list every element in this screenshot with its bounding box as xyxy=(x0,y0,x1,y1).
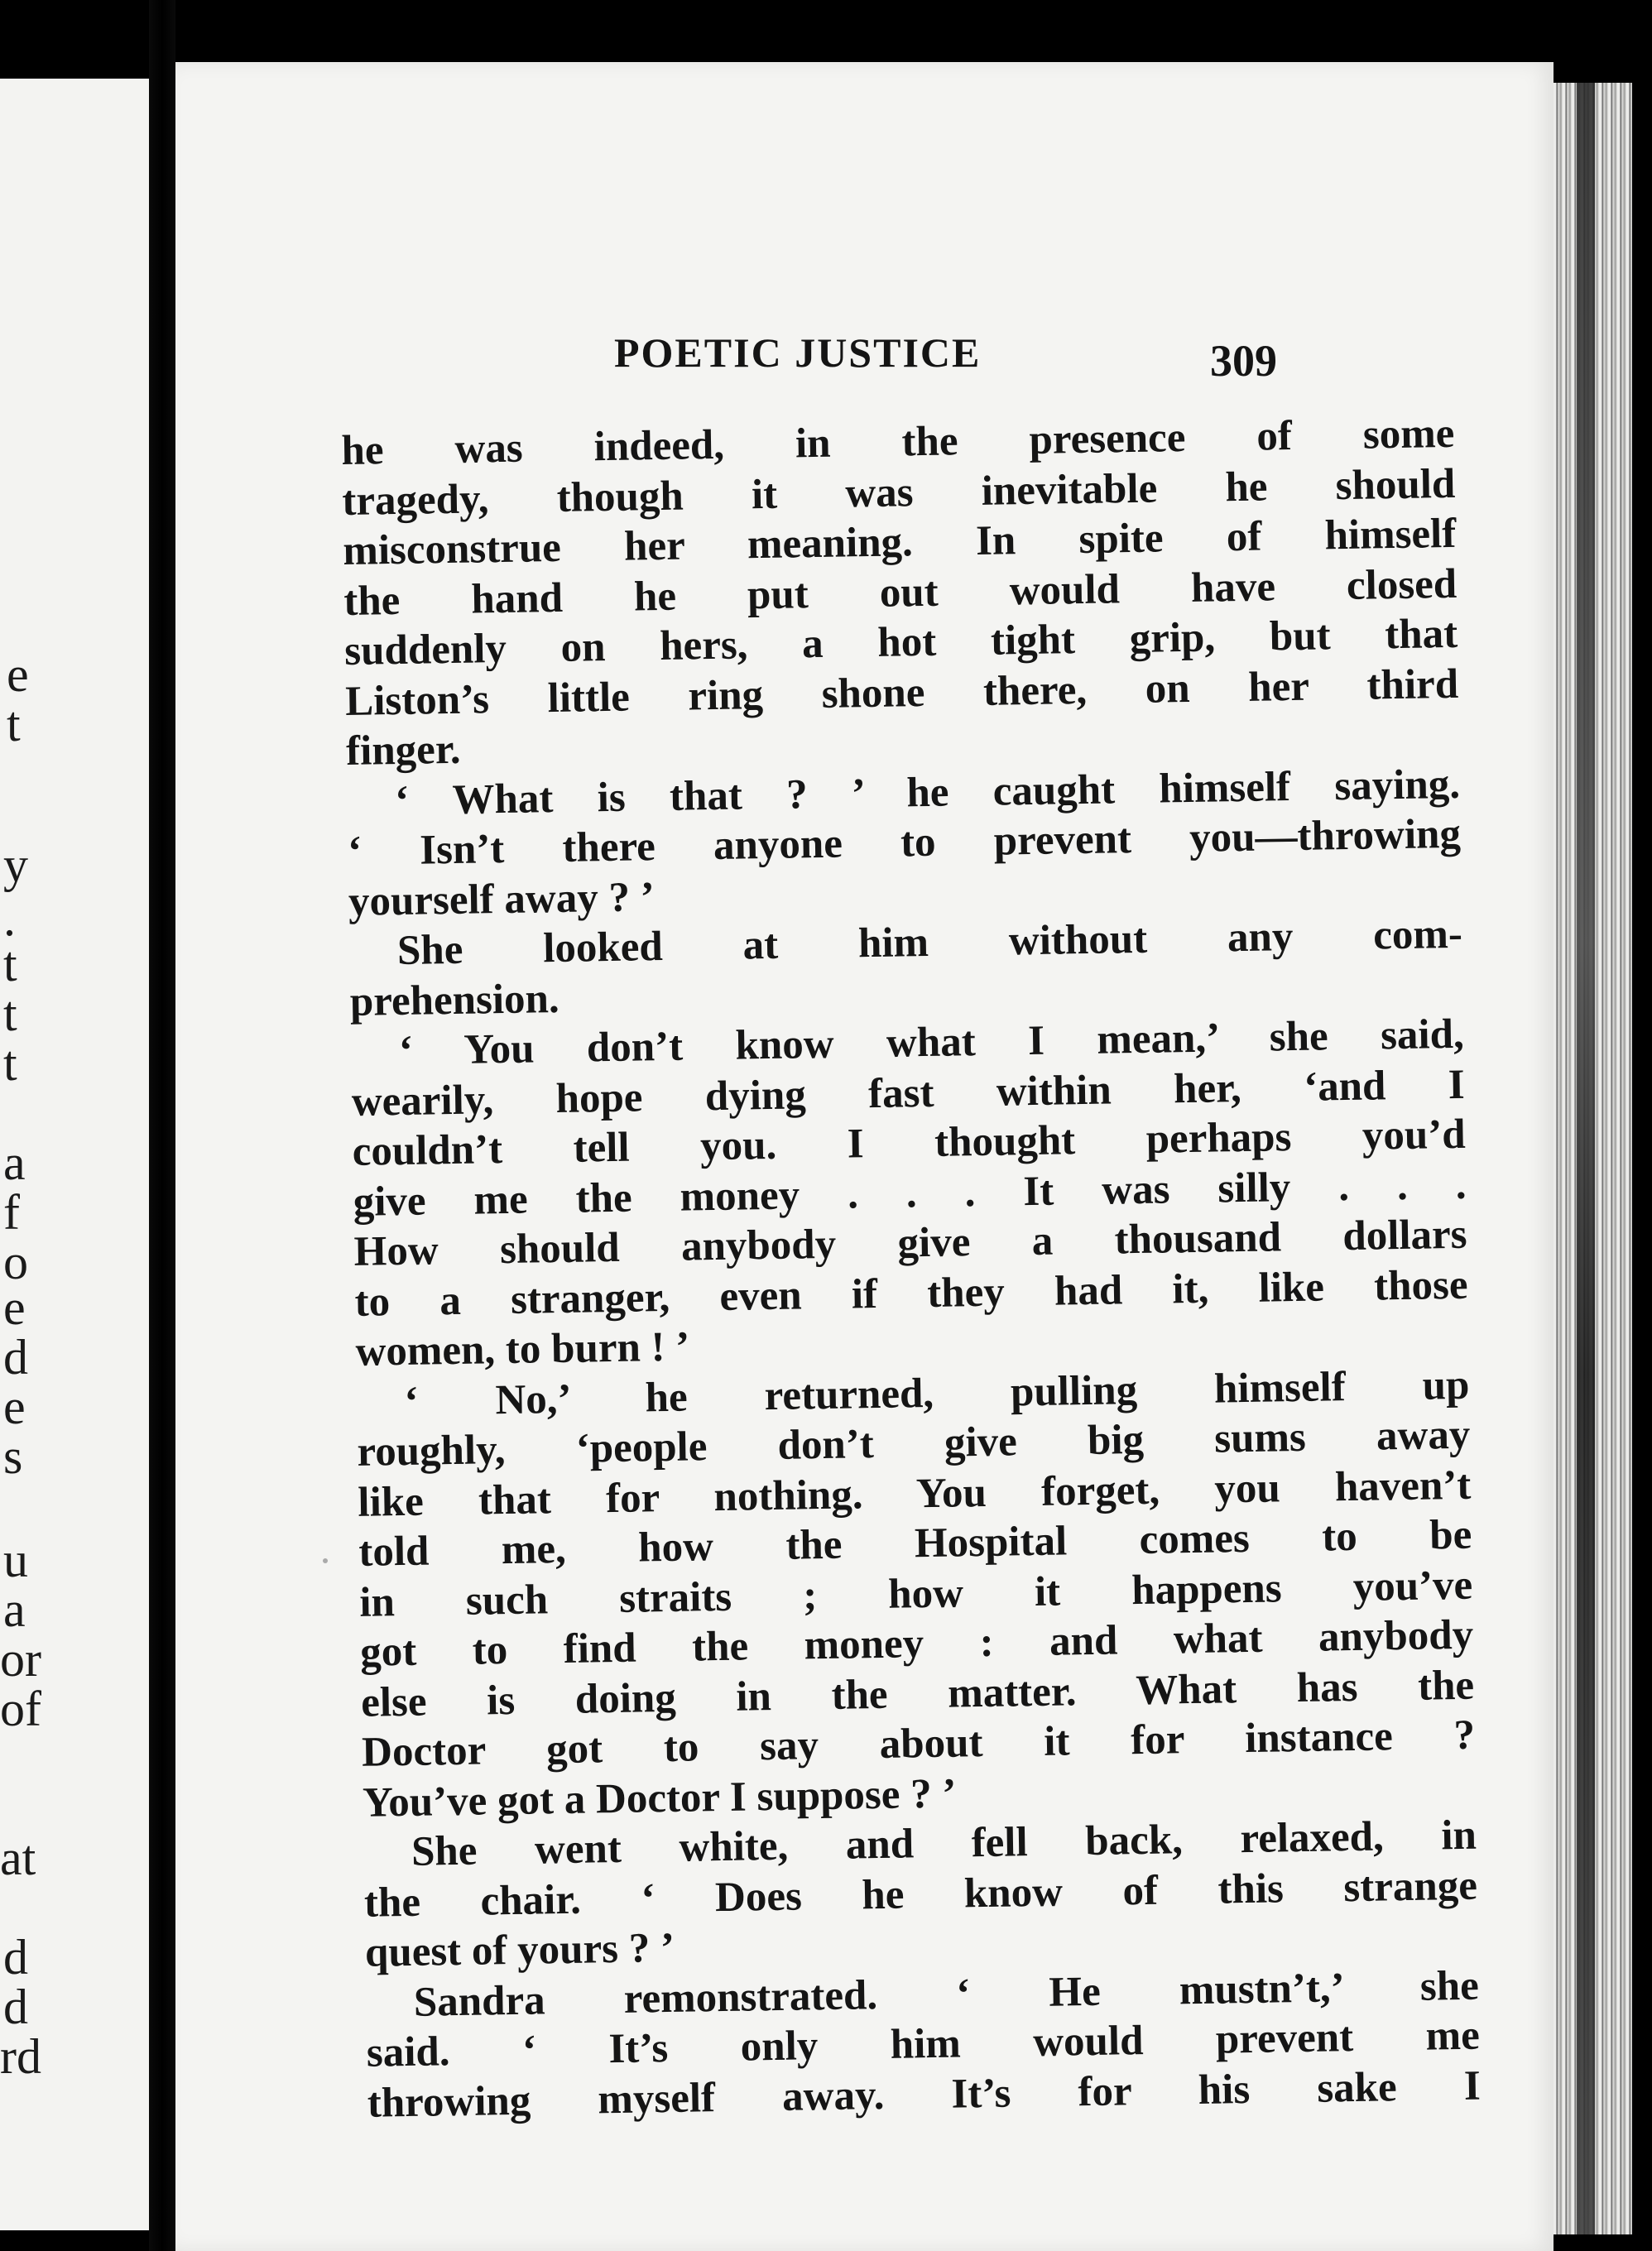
text-line: to a stranger, even if they had it, like those xyxy=(354,1261,1468,1326)
text-line: ‘ What is that ? ’ he caught himself saying. xyxy=(394,761,1461,824)
facing-page-fragment: a xyxy=(3,1582,26,1637)
facing-page-fragment: d xyxy=(3,1330,28,1385)
book-page xyxy=(175,62,1554,2251)
text-line: he was indeed, in the presence of some xyxy=(341,410,1455,474)
text-line: misconstrue her meaning. In spite of himself xyxy=(342,510,1457,574)
text-line: women, to burn ! ’ xyxy=(355,1323,690,1375)
running-title: POETIC JUSTICE xyxy=(614,329,982,376)
facing-page-fragment: d xyxy=(3,1930,28,1985)
text-line: couldn’t tell you. I thought perhaps you’d xyxy=(352,1111,1467,1175)
facing-page-fragment: f xyxy=(3,1185,20,1240)
text-line: Doctor got to say about it for instance ? xyxy=(361,1711,1476,1776)
facing-page-fragment: at xyxy=(0,1831,36,1885)
text-line: the chair. ‘ Does he know of this strange xyxy=(363,1862,1478,1927)
text-line: else is doing in the matter. What has the xyxy=(360,1662,1475,1726)
facing-page-fragment: or xyxy=(0,1632,41,1687)
text-line: give me the money . . . It was silly . . . xyxy=(353,1161,1467,1226)
facing-page-fragment: s xyxy=(3,1429,23,1484)
text-line: suddenly on hers, a hot tight grip, but that xyxy=(343,610,1458,674)
facing-page-fragment: u xyxy=(3,1533,28,1587)
text-line: got to find the money : and what anybody xyxy=(359,1611,1474,1676)
text-line: roughly, ‘people don’t give big sums away xyxy=(357,1411,1471,1476)
facing-page-fragment: y xyxy=(3,838,28,892)
text-line: the hand he put out would have closed xyxy=(343,560,1458,625)
facing-page-fragment: t xyxy=(7,697,21,751)
text-line: said. ‘ It’s only him would prevent me xyxy=(366,2012,1481,2076)
text-line: Sandra remonstrated. ‘ He mustn’t,’ she xyxy=(413,1962,1480,2026)
running-head xyxy=(175,329,1554,395)
text-line: She went white, and fell back, relaxed, in xyxy=(411,1812,1477,1875)
scan-speck xyxy=(323,1558,328,1563)
text-line: prehension. xyxy=(349,975,560,1025)
text-line: finger. xyxy=(345,726,461,775)
text-line: in such straits ; how it happens you’ve xyxy=(358,1562,1473,1626)
facing-page-fragment: o xyxy=(3,1235,28,1289)
facing-page-fragment: a xyxy=(3,1135,26,1190)
facing-page-fragment: e xyxy=(7,647,29,702)
text-line: ‘ You don’t know what I mean,’ she said, xyxy=(398,1010,1465,1074)
body-text xyxy=(341,409,1481,2129)
book-gutter xyxy=(149,0,175,2251)
text-line: yourself away ? ’ xyxy=(348,873,656,925)
facing-page-fragment: e xyxy=(3,1280,26,1335)
text-line: ‘ No,’ he returned, pulling himself up xyxy=(404,1361,1470,1425)
page-number: 309 xyxy=(1210,336,1277,386)
text-line: You’ve got a Doctor I suppose ? ’ xyxy=(362,1770,957,1826)
facing-page-fragment: d xyxy=(3,1980,28,2034)
facing-page-fragment: rd xyxy=(0,2029,41,2084)
text-line: throwing myself away. It’s for his sake I xyxy=(367,2062,1482,2127)
text-line: tragedy, though it was inevitable he should xyxy=(341,460,1456,525)
text-line: How should anybody give a thousand dollars xyxy=(353,1211,1467,1275)
text-line: like that for nothing. You forget, you haven’t xyxy=(357,1461,1472,1526)
facing-page-fragment: . xyxy=(3,891,16,946)
facing-page-fragment: e xyxy=(3,1380,26,1434)
facing-page-fragment: of xyxy=(0,1682,41,1736)
facing-page-fragment: t xyxy=(3,1036,17,1091)
text-line: quest of yours ? ’ xyxy=(364,1924,675,1976)
text-line: She looked at him without any com- xyxy=(396,910,1463,975)
text-line: told me, how the Hospital comes to be xyxy=(358,1511,1472,1576)
text-line: wearily, hope dying fast within her, ‘and I xyxy=(351,1061,1466,1126)
facing-page-fragment: t xyxy=(3,986,17,1041)
page-edge-shadow xyxy=(1577,83,1595,2234)
facing-page-edge xyxy=(0,79,149,2230)
facing-page-fragment: t xyxy=(3,937,17,991)
text-line: ‘ Isn’t there anyone to prevent you—throwing xyxy=(347,810,1462,875)
text-line: Liston’s little ring shone there, on her third xyxy=(344,660,1459,725)
